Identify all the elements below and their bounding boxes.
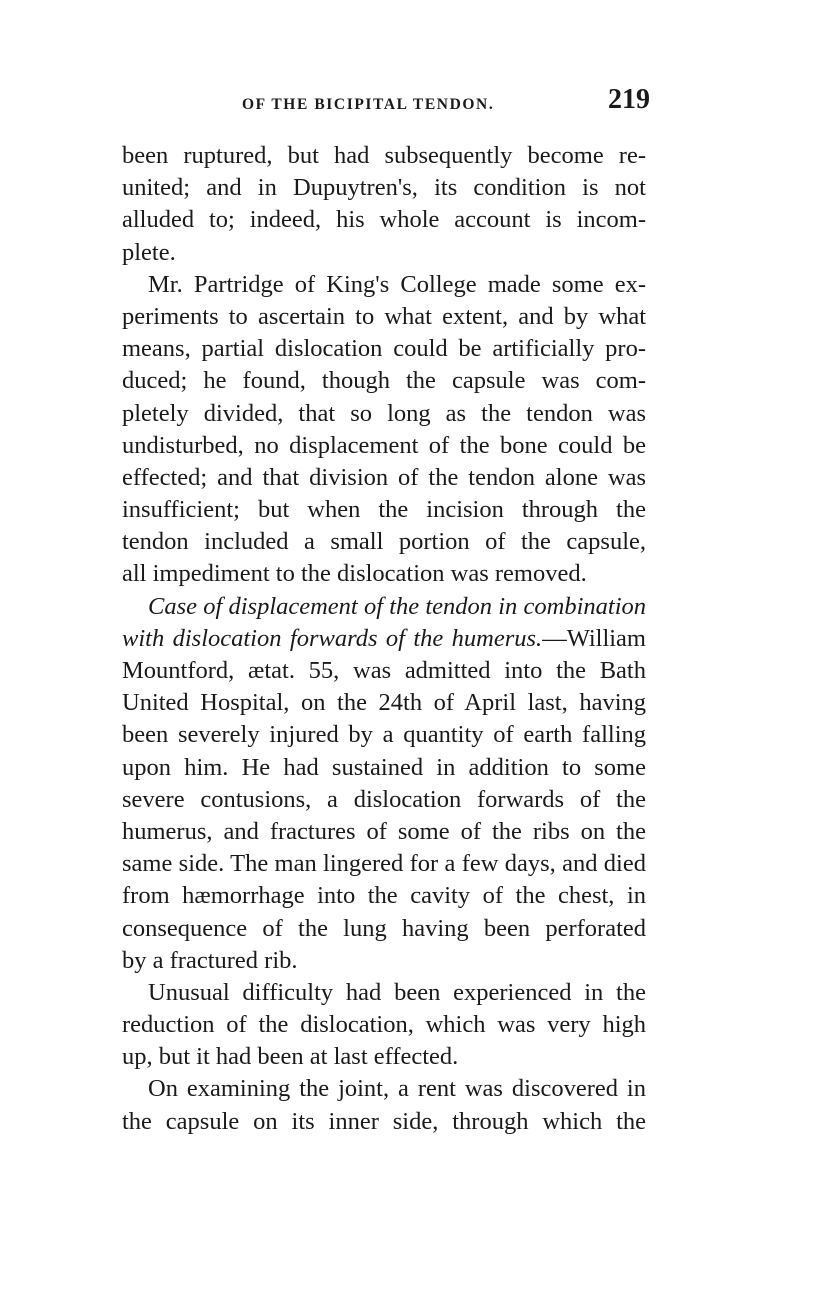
text-line: plete. bbox=[122, 238, 176, 266]
text-line: been severely injured by a quantity of earth falling bbox=[122, 721, 646, 749]
paragraph-1 bbox=[122, 140, 646, 269]
text-line: the capsule on its inner side, through which the bbox=[122, 1107, 646, 1135]
case-title-italic: Case of displacement of the tendon in combination bbox=[148, 592, 646, 620]
text-fragment: —William bbox=[542, 624, 646, 652]
text-line: by a fractured rib. bbox=[122, 946, 298, 974]
running-head: OF THE BICIPITAL TENDON. bbox=[242, 96, 495, 113]
text-line: alluded to; indeed, his whole account is incom- bbox=[122, 206, 646, 234]
text-line: from hæmorrhage into the cavity of the chest, in bbox=[122, 882, 646, 910]
text-line: On examining the joint, a rent was discovered in bbox=[148, 1075, 646, 1103]
text-line: been ruptured, but had subsequently become re- bbox=[122, 142, 646, 169]
text-line: severe contusions, a dislocation forwards of the bbox=[122, 785, 646, 813]
text-line bbox=[122, 623, 646, 655]
body-text bbox=[122, 140, 646, 1138]
text-line bbox=[122, 591, 646, 623]
text-line: humerus, and fractures of some of the ribs on the bbox=[122, 817, 646, 845]
text-line: Unusual difficulty had been experienced in the bbox=[148, 978, 646, 1006]
text-line: reduction of the dislocation, which was very high bbox=[122, 1011, 646, 1039]
paragraph-4 bbox=[122, 977, 646, 1074]
text-line: united; and in Dupuytren's, its condition is not bbox=[122, 174, 646, 202]
text-line: upon him. He had sustained in addition to some bbox=[122, 753, 646, 781]
text-line: all impediment to the dislocation was removed. bbox=[122, 560, 587, 588]
text-line: duced; he found, though the capsule was com- bbox=[122, 367, 646, 395]
text-line: Mr. Partridge of King's College made some ex- bbox=[148, 270, 646, 298]
text-line: means, partial dislocation could be artificially pro- bbox=[122, 335, 646, 363]
text-line: insufficient; but when the incision through the bbox=[122, 496, 646, 524]
text-line: pletely divided, that so long as the tendon was bbox=[122, 399, 646, 427]
text-line: up, but it had been at last effected. bbox=[122, 1043, 459, 1071]
text-line: periments to ascertain to what extent, and by what bbox=[122, 302, 646, 330]
text-line: same side. The man lingered for a few days, and died bbox=[122, 850, 646, 878]
paragraph-3 bbox=[122, 591, 646, 977]
text-line: tendon included a small portion of the capsule, bbox=[122, 528, 646, 556]
page-header bbox=[122, 84, 650, 124]
paragraph-5 bbox=[122, 1073, 646, 1137]
text-line: United Hospital, on the 24th of April last, having bbox=[122, 689, 646, 717]
page-number: 219 bbox=[608, 84, 650, 115]
paragraph-2 bbox=[122, 269, 646, 591]
text-line: undisturbed, no displacement of the bone could be bbox=[122, 431, 646, 459]
text-line: consequence of the lung having been perforated bbox=[122, 914, 646, 942]
case-title-italic: with dislocation forwards of the humerus. bbox=[122, 624, 543, 652]
text-line: effected; and that division of the tendon alone was bbox=[122, 463, 646, 491]
text-line: Mountford, ætat. 55, was admitted into the Bath bbox=[122, 657, 646, 684]
